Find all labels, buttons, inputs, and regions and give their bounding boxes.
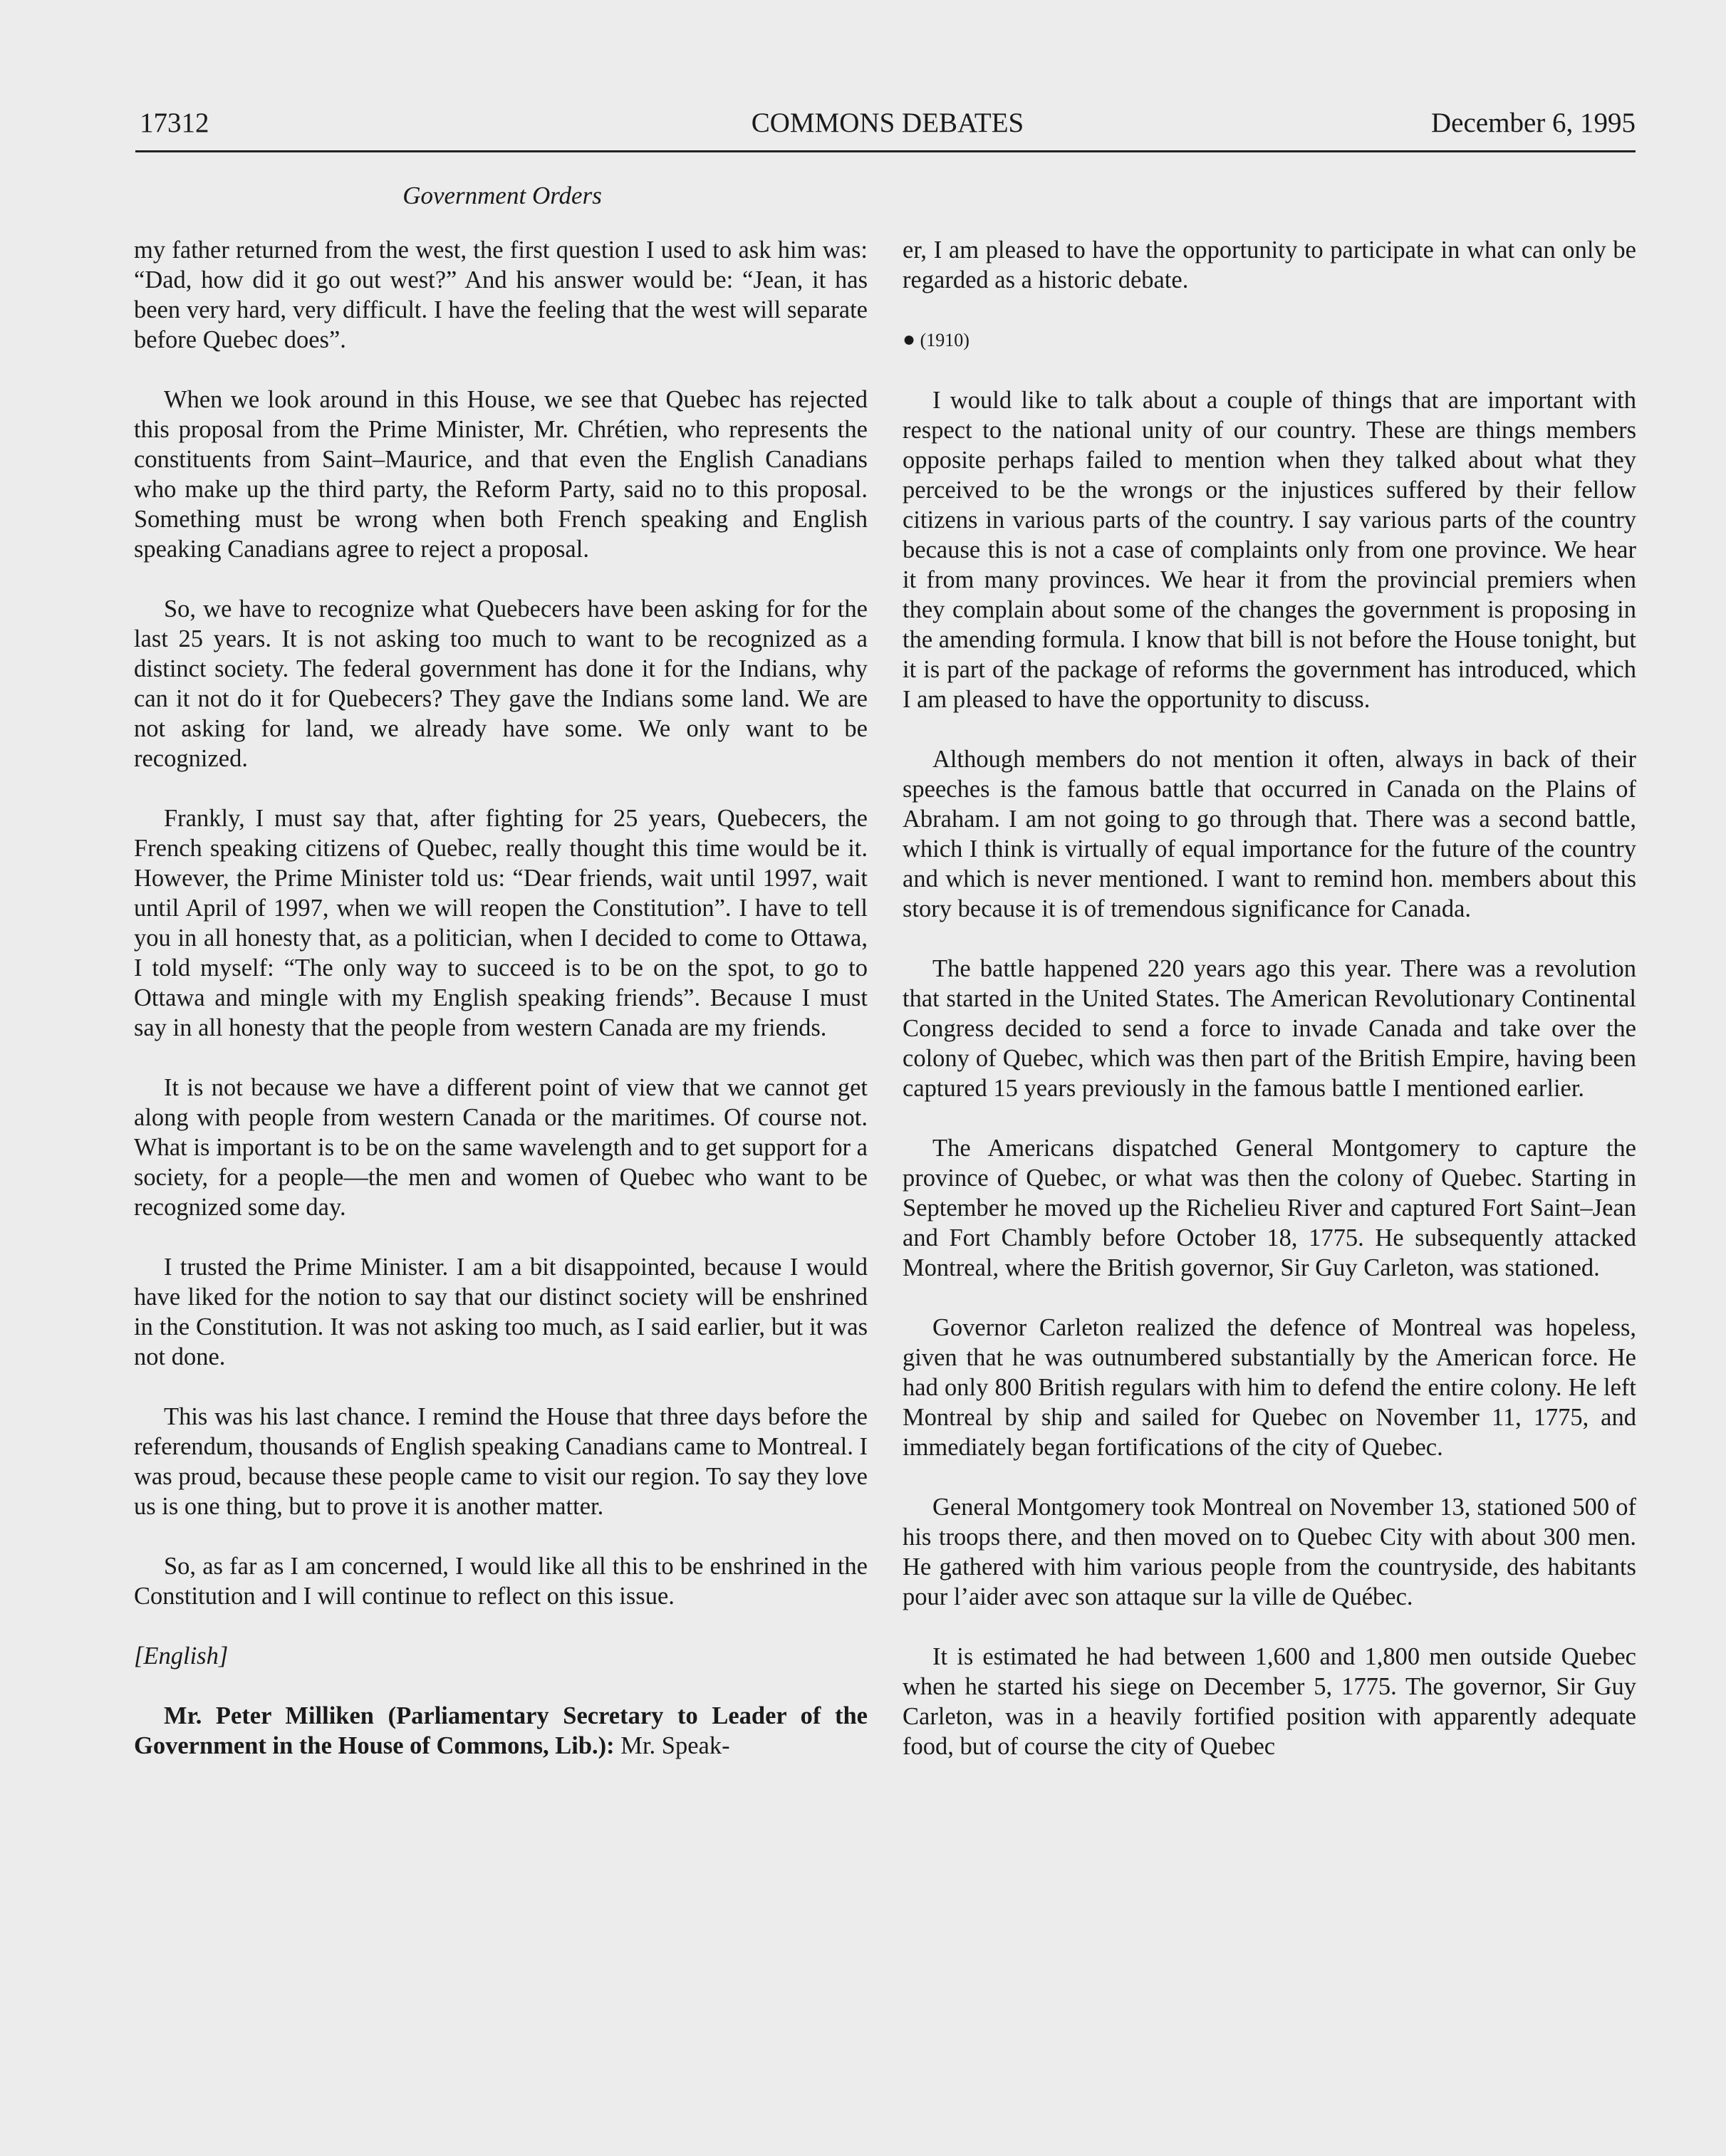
timestamp-text: (1910): [920, 330, 969, 350]
speaker-name: Mr. Peter Milliken (Parliamentary Secretary to Leader of the Government in the House of Commons, Lib.):: [134, 1702, 868, 1759]
running-head: Government Orders: [402, 182, 602, 209]
paragraph: I would like to talk about a couple of things that are important with respect to the national unity of our country. These are things members opposite perhaps failed to mention when they talked about what they perceived to be the wrongs or the injustices suffered by their fellow citizens in various parts of the country. I say various parts of the country because this is not a case of complaints only from one province. We hear it from many provinces. We hear it from the provincial premiers when they complain about some of the changes the government is proposing in the amending formula. I know that bill is not before the House tonight, but it is part of the package of reforms the government has introduced, which I am pleased to have the opportunity to discuss.: [903, 387, 1637, 713]
speaker-intro: [134, 1701, 868, 1761]
paragraph: This was his last chance. I remind the House that three days before the referendum, thousands of English speaking Canadians came to Montreal. I was proud, because these people came to visit our region. To say they love us is one thing, but to prove it is another matter.: [134, 1403, 868, 1520]
paragraph: my father returned from the west, the first question I used to ask him was: “Dad, how did it go out west?” And his answer would be: “Jean, it has been very hard, very difficult. I have the feeling that the west will separate before Quebec does”.: [134, 236, 868, 353]
page-header: [140, 107, 1636, 147]
paragraph: Although members do not mention it often, always in back of their speeches is the famous battle that occurred in Canada on the Plains of Abraham. I am not going to go through that. There was a second battle, which I think is virtually of equal importance for the future of the country and which is never mentioned. I want to remind hon. members about this story because it is of tremendous significance for Canada.: [903, 746, 1636, 922]
paragraph: General Montgomery took Montreal on November 13, stationed 500 of his troops there, and then moved on to Quebec City with about 300 men. He gathered with him various people from the countryside, des habitants pour l’aider avec son attaque sur la ville de Québec.: [903, 1494, 1636, 1610]
paragraph: I trusted the Prime Minister. I am a bit disappointed, because I would have liked for the notion to say that our distinct society will be enshrined in the Constitution. It was not asking too much, as I said earlier, but it was not done.: [134, 1254, 868, 1370]
publication-title: COMMONS DEBATES: [751, 108, 1024, 138]
right-column: [903, 235, 1636, 1791]
continuation-paragraph: er, I am pleased to have the opportunity to participate in what can only be regarded as a historic debate.: [903, 236, 1636, 293]
paragraph: Governor Carleton realized the defence of Montreal was hopeless, given that he was outnumbered substantially by the American force. He had only 800 British regulars with him to defend the entire colony. He left Montreal by ship and sailed for Quebec on November 11, 1775, and immediately began fortifications of the city of Quebec.: [903, 1314, 1636, 1461]
timestamp-marker: [903, 325, 1636, 355]
page-number: 17312: [140, 108, 209, 138]
paragraph: The Americans dispatched General Montgomery to capture the province of Quebec, or what was then the colony of Quebec. Starting in September he moved up the Richelieu River and captured Fort Saint–Jean and Fort Chambly before October 18, 1775. He subsequently attacked Montreal, where the British governor, Sir Guy Carleton, was stationed.: [903, 1135, 1636, 1281]
paragraph: The battle happened 220 years ago this year. There was a revolution that started in the United States. The American Revolutionary Continental Congress decided to send a force to invade Canada and take over the colony of Quebec, which was then part of the British Empire, having been captured 15 years previously in the famous battle I mentioned earlier.: [903, 955, 1636, 1102]
speaker-text: Mr. Speak-: [614, 1732, 730, 1759]
paragraph: So, as far as I am concerned, I would like all this to be enshrined in the Constitution and I will continue to reflect on this issue.: [134, 1553, 868, 1610]
left-column: [134, 235, 868, 1791]
paragraph: It is estimated he had between 1,600 and 1,800 men outside Quebec when he started his siege on December 5, 1775. The governor, Sir Guy Carleton, was in a heavily fortified position with apparently adequate food, but of course the city of Quebec: [903, 1643, 1636, 1760]
paragraph: When we look around in this House, we see that Quebec has rejected this proposal from the Prime Minister, Mr. Chrétien, who represents the constituents from Saint–Maurice, and that even the English Canadians who make up the third party, the Reform Party, said no to this proposal. Something must be wrong when both French speaking and English speaking Canadians agree to reject a proposal.: [134, 386, 868, 563]
publication-date: December 6, 1995: [1431, 108, 1636, 138]
language-marker: [English]: [134, 1642, 229, 1670]
paragraph: It is not because we have a different point of view that we cannot get along with people from western Canada or the maritimes. Of course not. What is important is to be on the same wavelength and to get support for a society, for a people—the men and women of Quebec who want to be recognized some day.: [134, 1074, 868, 1221]
paragraph: So, we have to recognize what Quebecers have been asking for for the last 25 years. It is not asking too much to want to be recognized as a distinct society. The federal government has done it for the Indians, why can it not do it for Quebecers? They gave the Indians some land. We are not asking for land, we already have some. We only want to be recognized.: [134, 595, 868, 772]
bullet-icon: ●: [903, 328, 916, 351]
header-rule: [135, 150, 1636, 152]
paragraph: Frankly, I must say that, after fighting for 25 years, Quebecers, the French speaking citizens of Quebec, really thought this time would be it. However, the Prime Minister told us: “Dear friends, wait until 1997, wait until April of 1997, when we will reopen the Constitution”. I have to tell you in all honesty that, as a politician, when I decided to come to Ottawa, I told myself: “The only way to succeed is to be on the spot, to go to Ottawa and mingle with my English speaking friends”. Because I must say in all honesty that the people from western Canada are my friends.: [134, 805, 868, 1041]
